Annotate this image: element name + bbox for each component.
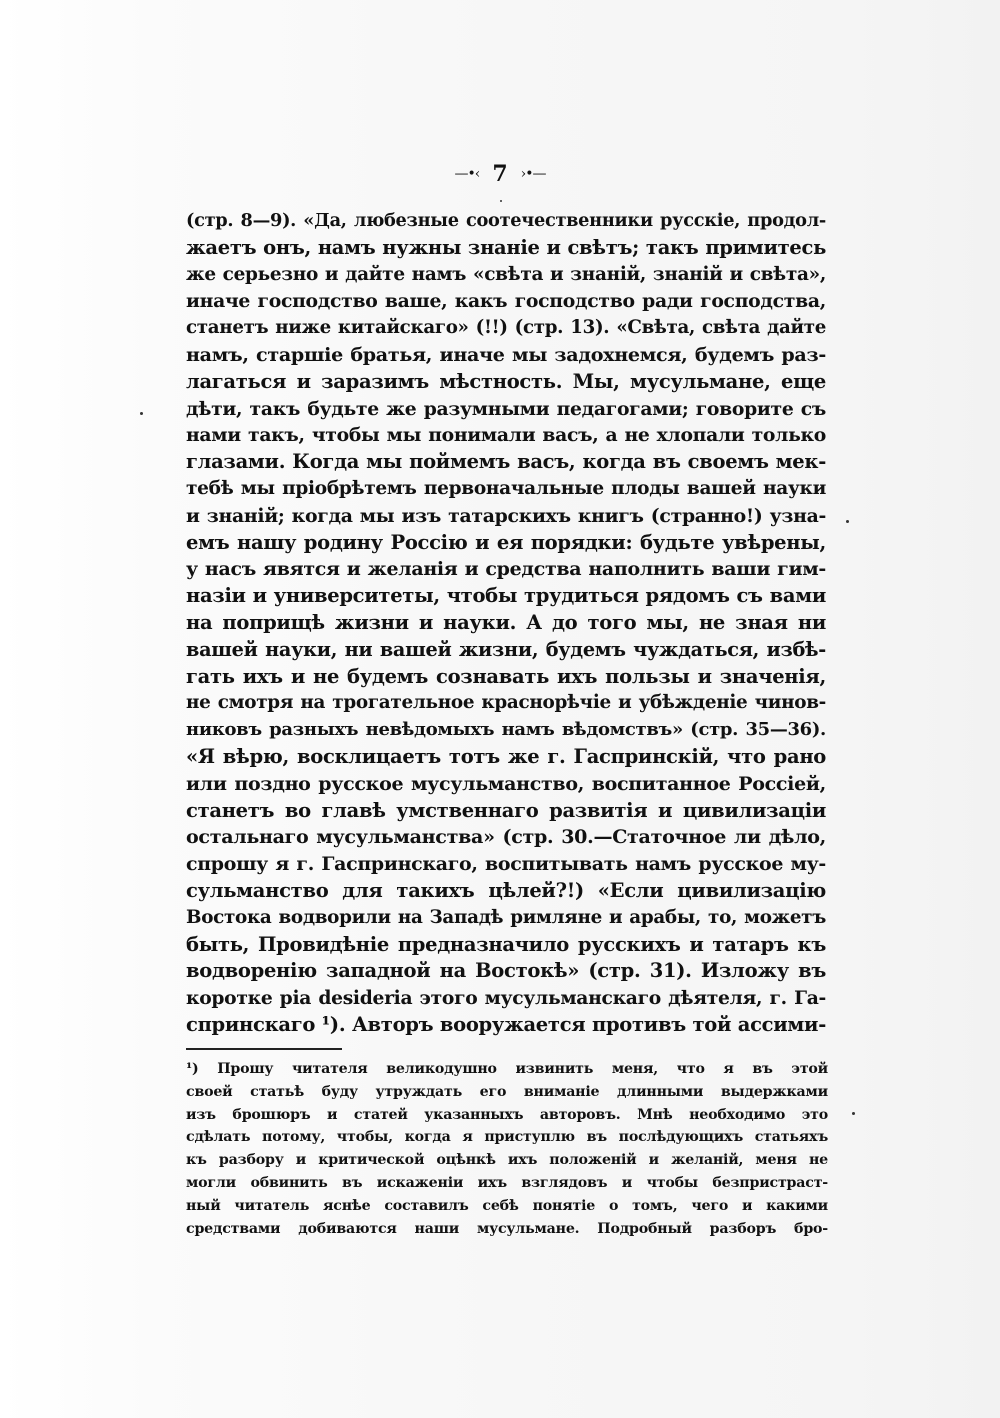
text-line: же серьезно и дайте намъ «свѣта и знаній, знаній и свѣта», (186, 263, 826, 285)
text-line: емъ нашу родину Россію и ея порядки: будьте увѣрены, (186, 530, 826, 554)
text-line: вашей науки, ни вашей жизни, будемъ чуждаться, избѣ- (186, 637, 826, 661)
footnote-line: къ разбору и критической оцѣнкѣ ихъ положеній и желаній, меня не (186, 1152, 828, 1169)
text-line: остальнаго мусульманства» (стр. 30.—Статочное ли дѣло, (186, 826, 826, 849)
scan-speck (140, 412, 143, 415)
right-ornament: ›•— (520, 166, 546, 182)
text-line: спрошу я г. Гаспринскаго, воспитывать намъ русское му- (186, 853, 826, 876)
footnote-line: средствами добиваются наши мусульмане. Подробный разборъ бро- (186, 1220, 828, 1237)
text-line: быть, Провидѣніе предназначило русскихъ и татаръ къ (186, 932, 826, 956)
text-line: жаетъ онъ, намъ нужны знаніе и свѣтъ; такъ примитесь (186, 235, 826, 259)
footnote-separator (186, 1048, 342, 1050)
footnote-block (186, 1058, 828, 1240)
text-line: намъ, старшіе братья, иначе мы задохнемся, будемъ раз- (186, 342, 826, 366)
text-line: и знаній; когда мы изъ татарскихъ книгъ (странно!) узна- (186, 504, 826, 527)
footnote-line: ¹) Прошу читателя великодушно извинить меня, что я въ этой (186, 1061, 828, 1077)
text-line: лагаться и заразимъ мѣстность. Мы, мусульмане, еще (186, 369, 826, 393)
footnote-line: сдѣлать потому, чтобы, когда я приступлю въ послѣдующихъ статьяхъ (186, 1129, 828, 1146)
text-line: на поприщѣ жизни и науки. А до того мы, не зная ни (186, 610, 826, 634)
footnote-line: ный читатель яснѣе составилъ себѣ понятіе о томъ, чего и какими (186, 1197, 828, 1214)
page-number: 7 (492, 161, 508, 187)
footnote-line: изъ брошюръ и статей указанныхъ авторовъ. Мнѣ необходимо это (186, 1106, 828, 1123)
text-line: дѣти, такъ будьте же разумными педагогами; говорите съ (186, 397, 826, 420)
footnote-line: своей статьѣ буду утруждать его вниманіе длинными выдержками (186, 1083, 828, 1100)
text-line: Востока водворили на Западѣ римляне и арабы, то, можетъ (186, 906, 826, 928)
text-line: нами такъ, чтобы мы понимали васъ, а не хлопали только (186, 424, 826, 447)
text-line: глазами. Когда мы поймемъ васъ, когда въ своемъ мек- (186, 450, 826, 474)
scan-speck (852, 1112, 855, 1115)
text-line: не смотря на трогательное краснорѣчіе и убѣжденіе чинов- (186, 692, 826, 714)
text-line: у насъ явятся и желанія и средства наполнить ваши гим- (186, 558, 826, 581)
footnote-line: могли обвинить въ искаженіи ихъ взглядовъ и чтобы безпристраст- (186, 1174, 828, 1191)
text-line: тебѣ мы пріобрѣтемъ первоначальные плоды вашей науки (186, 477, 826, 499)
text-line: станетъ ниже китайскаго» (!!) (стр. 13). «Свѣта, свѣта дайте (186, 317, 826, 339)
text-line: никовъ разныхъ невѣдомыхъ намъ вѣдомствъ» (стр. 35—36). (186, 719, 826, 741)
left-ornament: —•‹ (454, 166, 480, 182)
text-line: станетъ во главѣ умственнаго развитія и цивилизаціи (186, 798, 826, 822)
text-line: «Я вѣрю, восклицаетъ тотъ же г. Гаспринскій, что рано (186, 744, 826, 768)
text-line: сульманство для такихъ цѣлей?!) «Если цивилизацію (186, 878, 826, 902)
main-text-block (186, 208, 826, 1039)
text-line: назіи и университеты, чтобы трудиться рядомъ съ вами (186, 584, 826, 608)
text-line: или поздно русское мусульманство, воспитанное Россіей, (186, 772, 826, 795)
page-header (0, 160, 1000, 188)
scan-speck (500, 200, 502, 202)
text-line: коротке pia desideria этого мусульманскаго дѣятеля, г. Га- (186, 987, 826, 1010)
text-line: гать ихъ и не будемъ сознавать ихъ пользы и значенія, (186, 664, 826, 688)
text-line: водворенію западной на Востокѣ» (стр. 31). Изложу въ (186, 959, 826, 983)
text-line: (стр. 8—9). «Да, любезные соотечественники русскіе, продол- (186, 210, 826, 231)
text-line: иначе господство ваше, какъ господство ради господства, (186, 290, 826, 313)
text-line: спринскаго ¹). Авторъ вооружается противъ той ассими- (186, 1012, 826, 1036)
scan-speck (846, 520, 849, 523)
